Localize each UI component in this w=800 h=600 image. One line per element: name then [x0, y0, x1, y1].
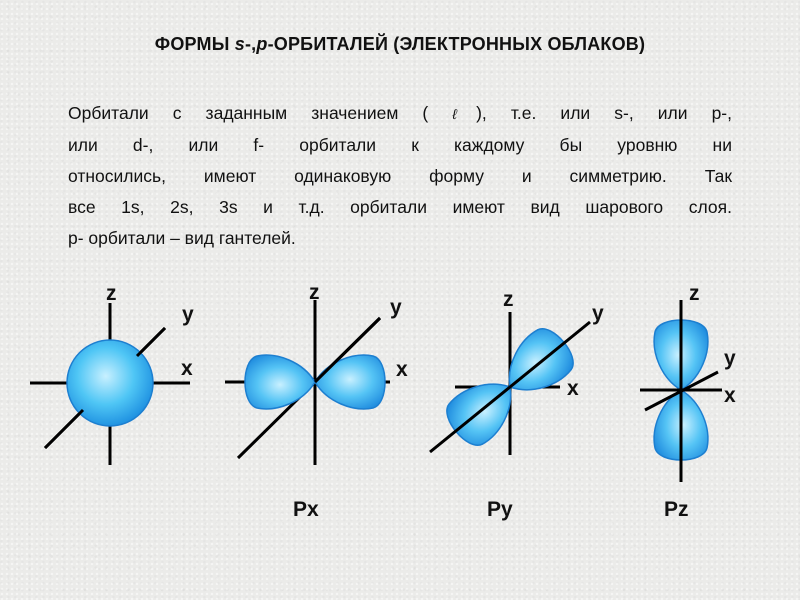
py-z-label: z [503, 288, 514, 311]
px-orbital [225, 281, 408, 521]
quantum-number-symbol: ℓ [452, 106, 477, 122]
paragraph-line-1: Орбитали с заданным значением ( ℓ), т.е. или s-, или p-, [68, 103, 732, 123]
s-y-axis-back [137, 328, 165, 356]
paragraph-line-4: все 1s, 2s, 3s и т.д. орбитали имеют вид шарового слоя. [68, 197, 732, 217]
paragraph-line-2: или d-, или f- орбитали к каждому бы уровню ни [68, 135, 732, 155]
s-z-label: z [106, 282, 117, 305]
px-lobe-negative [245, 355, 315, 409]
pz-label: Pz [664, 498, 689, 521]
py-y-label: y [592, 302, 604, 325]
px-z-label: z [309, 281, 320, 304]
paragraph-line-5: р- орбитали – вид гантелей. [68, 228, 296, 248]
s-orbital [30, 282, 194, 465]
px-lobe-positive [315, 355, 385, 409]
pz-y-label: y [724, 347, 736, 370]
py-x-label: x [567, 377, 579, 400]
s-y-label: y [182, 303, 194, 326]
px-x-label: x [396, 358, 408, 381]
slide-title: ФОРМЫ s-,p-ОРБИТАЛЕЙ (ЭЛЕКТРОННЫХ ОБЛАКОВ) [154, 34, 646, 54]
paragraph-line-3: относились, имеют одинаковую форму и симметрию. Так [68, 166, 732, 186]
py-label: Py [487, 498, 513, 521]
pz-x-label: x [724, 384, 736, 407]
s-x-label: x [181, 357, 193, 380]
pz-orbital [640, 282, 736, 521]
px-label: Px [293, 498, 319, 521]
px-y-label: y [390, 296, 402, 319]
s-y-axis-front [45, 410, 83, 448]
py-orbital [430, 288, 604, 521]
pz-z-label: z [689, 282, 700, 305]
